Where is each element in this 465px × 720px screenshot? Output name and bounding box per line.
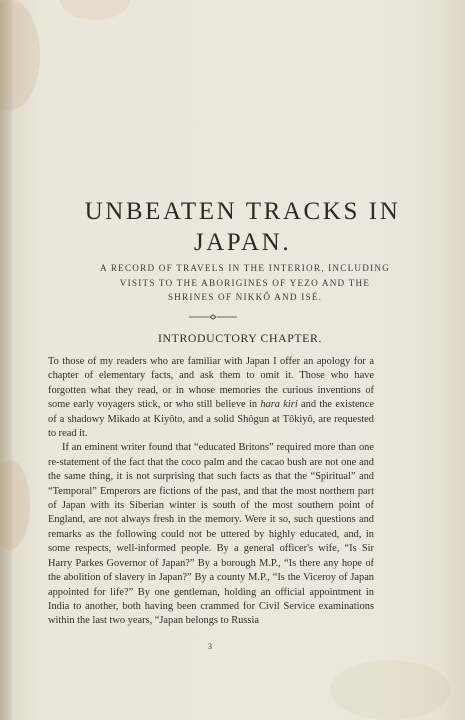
chapter-heading: INTRODUCTORY CHAPTER. xyxy=(157,331,322,345)
paper-stain xyxy=(330,660,450,720)
book-title-line-1: UNBEATEN TRACKS IN xyxy=(84,198,401,225)
book-title xyxy=(20,196,465,258)
book-title-line-2: JAPAN. xyxy=(193,229,292,256)
paragraph-1-text-b: and the existence of a shadowy Mikado at Kiyôto, and a solid Shôgun at Tôkiyô, are requested to read it. xyxy=(48,399,374,440)
section-ornament xyxy=(189,314,237,320)
paper-stain xyxy=(60,0,130,20)
paragraph-1-text-a: To those of my readers who are familiar with Japan I offer an apology for a chapter of elementary facts, and ask them to omit it. Those who have forgotten what they read, or in whose memories the curious inventions of some early voyagers stick, or who still believe in xyxy=(48,356,374,411)
book-subtitle-line-2: VISITS TO THE ABORIGINES OF YEZO AND THE xyxy=(119,277,371,288)
paper-stain xyxy=(0,460,30,550)
paragraph-2: If an eminent writer found that “educated Britons” required more than one re-statement of the fact that the coco palm and the cacao bush are not one and the same thing, it is not surprising that such facts as that the “Spiritual” and “Temporal” Emperors are fictions of the past, and that the most northern part of Japan with its Siberian winter is south of the most southern point of England, are not always fresh in the memory. Were it so, such questions and remarks as the following could not be uttered by highly educated, and, in some respects, well-informed people. By a general officer's wife, “Is Sir Harry Parkes Governor of Japan?” By a borough M.P., “Is there any hope of the abolition of slavery in Japan?” By a county M.P., “Is the Viceroy of Japan appointed for life?” By one gentleman, holding an official appointment in India to another, both having been crammed for Civil Service examinations within the last two years, “Japan belongs to Russia xyxy=(48,442,374,627)
paragraph-1-italic: hara kiri xyxy=(260,399,298,411)
book-subtitle-line-3: SHRINES OF NIKKÔ AND ISÉ. xyxy=(167,292,323,302)
paragraph-1 xyxy=(48,355,374,441)
book-subtitle xyxy=(40,261,450,305)
body-text xyxy=(48,355,374,629)
book-subtitle-line-1: A RECORD OF TRAVELS IN THE INTERIOR, INCLUDING xyxy=(100,263,390,273)
paper-stain xyxy=(0,0,40,110)
page-number: 3 xyxy=(208,642,212,651)
